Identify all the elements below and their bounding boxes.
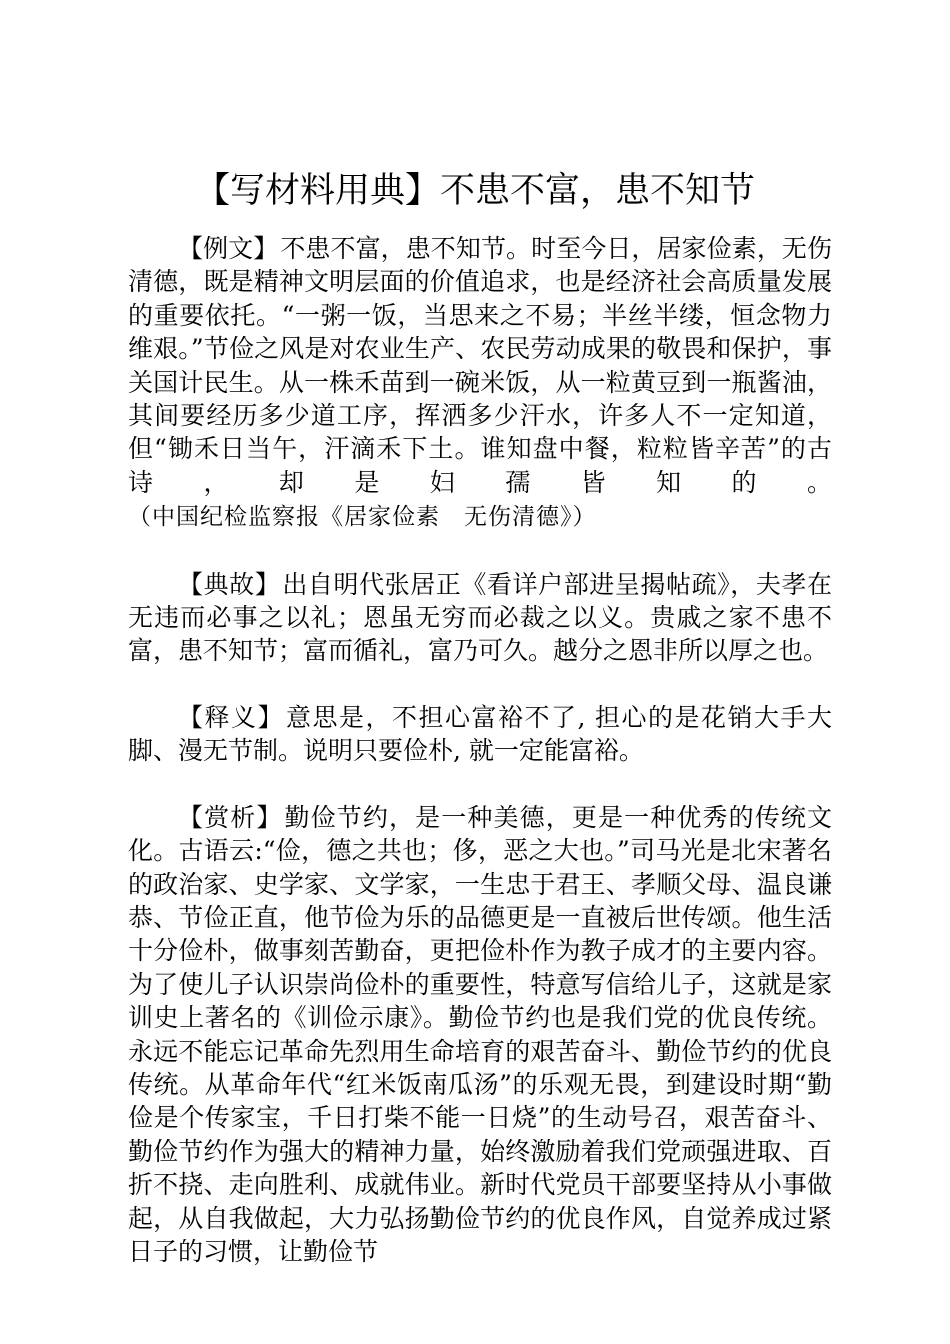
meaning-tag: 【释义】	[178, 702, 285, 732]
example-paragraph	[128, 232, 832, 535]
analysis-tag: 【赏析】	[178, 802, 283, 832]
allusion-text: 出自明代张居正《看详户部进呈揭帖疏》，夫孝在无违而必事之以礼；恩虽无穷而必裁之以义。贵戚之家不患不富，患不知节；富而循礼，富乃可久。越分之恩非所以厚之也。	[128, 569, 832, 666]
allusion-tag: 【典故】	[178, 569, 281, 599]
meaning-text: 意思是，不担心富裕不了, 担心的是花销大手大脚、漫无节制。说明只要俭朴, 就一定能富裕。	[128, 702, 832, 766]
meaning-paragraph	[128, 701, 832, 768]
analysis-text: 勤俭节约，是一种美德，更是一种优秀的传统文化。古语云:“俭，德之共也；侈，恶之大也。”司马光是北宋著名的政治家、史学家、文学家，一生忠于君王、孝顺父母、温良谦恭、节俭正直，他节俭为乐的品德更是一直被后世传颂。他生活十分俭朴，做事刻苦勤奋，更把俭朴作为教子成才的主要内容。为了使儿子认识崇尚俭朴的重要性，特意写信给儿子，这就是家训史上著名的《训俭示康》。勤俭节约也是我们党的优良传统。永远不能忘记革命先烈用生命培育的艰苦奋斗、勤俭节约的优良传统。从革命年代“红米饭南瓜汤”的乐观无畏，到建设时期“勤俭是个传家宝，千日打柴不能一日烧”的生动号召，艰苦奋斗、勤俭节约作为强大的精神力量，始终激励着我们党顽强进取、百折不挠、走向胜利、成就伟业。新时代党员干部要坚持从小事做起，从自我做起，大力弘扬勤俭节约的优良作风，自觉养成过紧日子的习惯，让勤俭节	[128, 802, 832, 1266]
analysis-paragraph	[128, 801, 832, 1269]
document-body	[128, 232, 832, 1301]
allusion-paragraph	[128, 568, 832, 668]
example-source: （中国纪检监察报《居家俭素 无伤清德》）	[128, 504, 597, 531]
example-tag: 【例文】	[178, 234, 279, 263]
document-title: 【写材料用典】不患不富，患不知节	[194, 171, 755, 211]
example-text: 不患不富，患不知节。时至今日，居家俭素，无伤清德，既是精神文明层面的价值追求，也是经济社会高质量发展的重要依托。“一粥一饭，当思来之不易；半丝半缕，恒念物力维艰。”节俭之风是对农业生产、农民劳动成果的敬畏和保护，事关国计民生。从一株禾苗到一碗米饭，从一粒黄豆到一瓶酱油，其间要经历多少道工序，挥洒多少汗水，许多人不一定知道，但“锄禾日当午，汗滴禾下土。谁知盘中餐，粒粒皆辛苦”的古诗，却是妇孺皆知的。	[128, 234, 832, 497]
